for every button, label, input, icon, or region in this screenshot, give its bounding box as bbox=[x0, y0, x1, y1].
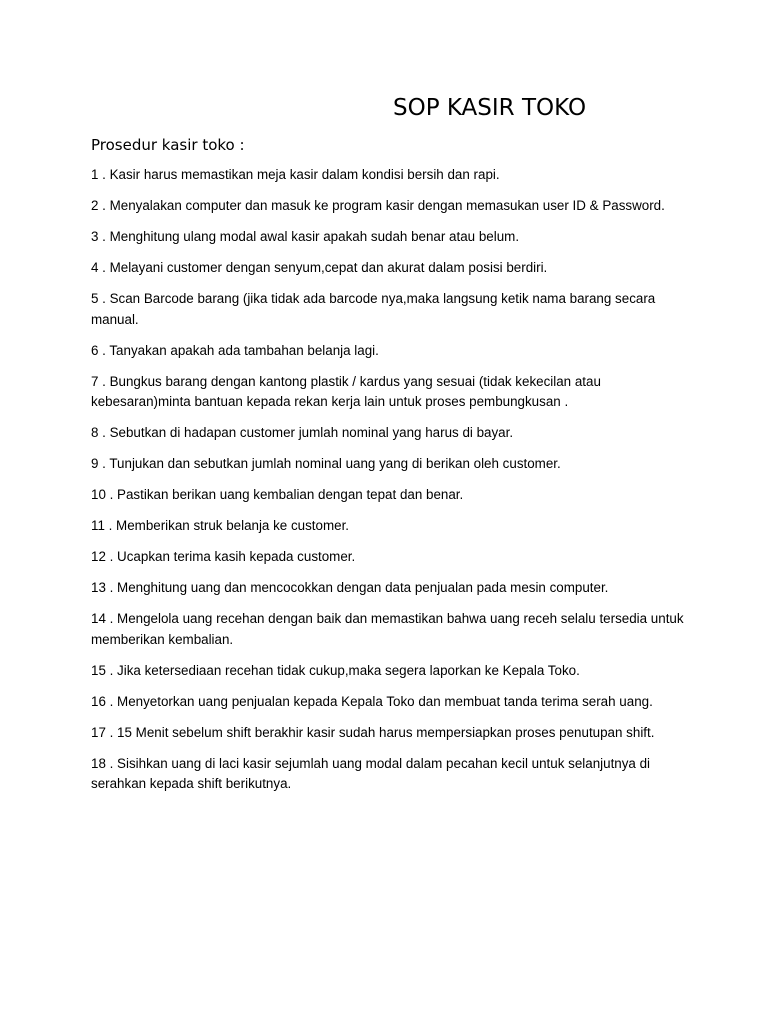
procedure-step: 14 . Mengelola uang recehan dengan baik dan memastikan bahwa uang receh selalu tersedia untuk memberikan kembalian. bbox=[91, 611, 684, 647]
procedure-step: 13 . Menghitung uang dan mencocokkan dengan data penjualan pada mesin computer. bbox=[91, 580, 609, 595]
procedure-step: 5 . Scan Barcode barang (jika tidak ada barcode nya,maka langsung ketik nama barang secara manual. bbox=[91, 291, 656, 327]
procedure-step: 18 . Sisihkan uang di laci kasir sejumlah uang modal dalam pecahan kecil untuk selanjutnya di serahkan kepada shift berikutnya. bbox=[91, 755, 651, 791]
document-title: SOP KASIR TOKO bbox=[393, 95, 587, 121]
procedure-step: 15 . Jika ketersediaan recehan tidak cukup,maka segera laporkan ke Kepala Toko. bbox=[91, 662, 580, 678]
procedure-step: 10 . Pastikan berikan uang kembalian dengan tepat dan benar. bbox=[91, 487, 464, 502]
procedure-step: 4 . Melayani customer dengan senyum,cepat dan akurat dalam posisi berdiri. bbox=[91, 260, 548, 275]
procedure-list bbox=[91, 165, 691, 805]
procedure-step: 12 . Ucapkan terima kasih kepada customer. bbox=[91, 549, 356, 564]
procedure-step: 16 . Menyetorkan uang penjualan kepada Kepala Toko dan membuat tanda terima serah uang. bbox=[91, 693, 653, 709]
procedure-step: 8 . Sebutkan di hadapan customer jumlah nominal yang harus di bayar. bbox=[91, 425, 514, 440]
procedure-step: 7 . Bungkus barang dengan kantong plastik / kardus yang sesuai (tidak kekecilan atau kebesaran)minta bantuan kepada rekan kerja lain untuk proses pembungkusan . bbox=[91, 373, 601, 409]
procedure-step: 2 . Menyalakan computer dan masuk ke program kasir dengan memasukan user ID & Password. bbox=[91, 198, 665, 213]
procedure-step: 17 . 15 Menit sebelum shift berakhir kasir sudah harus mempersiapkan proses penutupan shift. bbox=[91, 724, 655, 740]
procedure-step: 3 . Menghitung ulang modal awal kasir apakah sudah benar atau belum. bbox=[91, 229, 520, 244]
procedure-step: 6 . Tanyakan apakah ada tambahan belanja lagi. bbox=[91, 342, 379, 358]
procedure-step: 11 . Memberikan struk belanja ke customer. bbox=[91, 518, 350, 533]
procedure-step: 9 . Tunjukan dan sebutkan jumlah nominal uang yang di berikan oleh customer. bbox=[91, 456, 561, 471]
procedure-step: 1 . Kasir harus memastikan meja kasir dalam kondisi bersih dan rapi. bbox=[91, 167, 500, 182]
document-subtitle: Prosedur kasir toko : bbox=[91, 136, 245, 154]
